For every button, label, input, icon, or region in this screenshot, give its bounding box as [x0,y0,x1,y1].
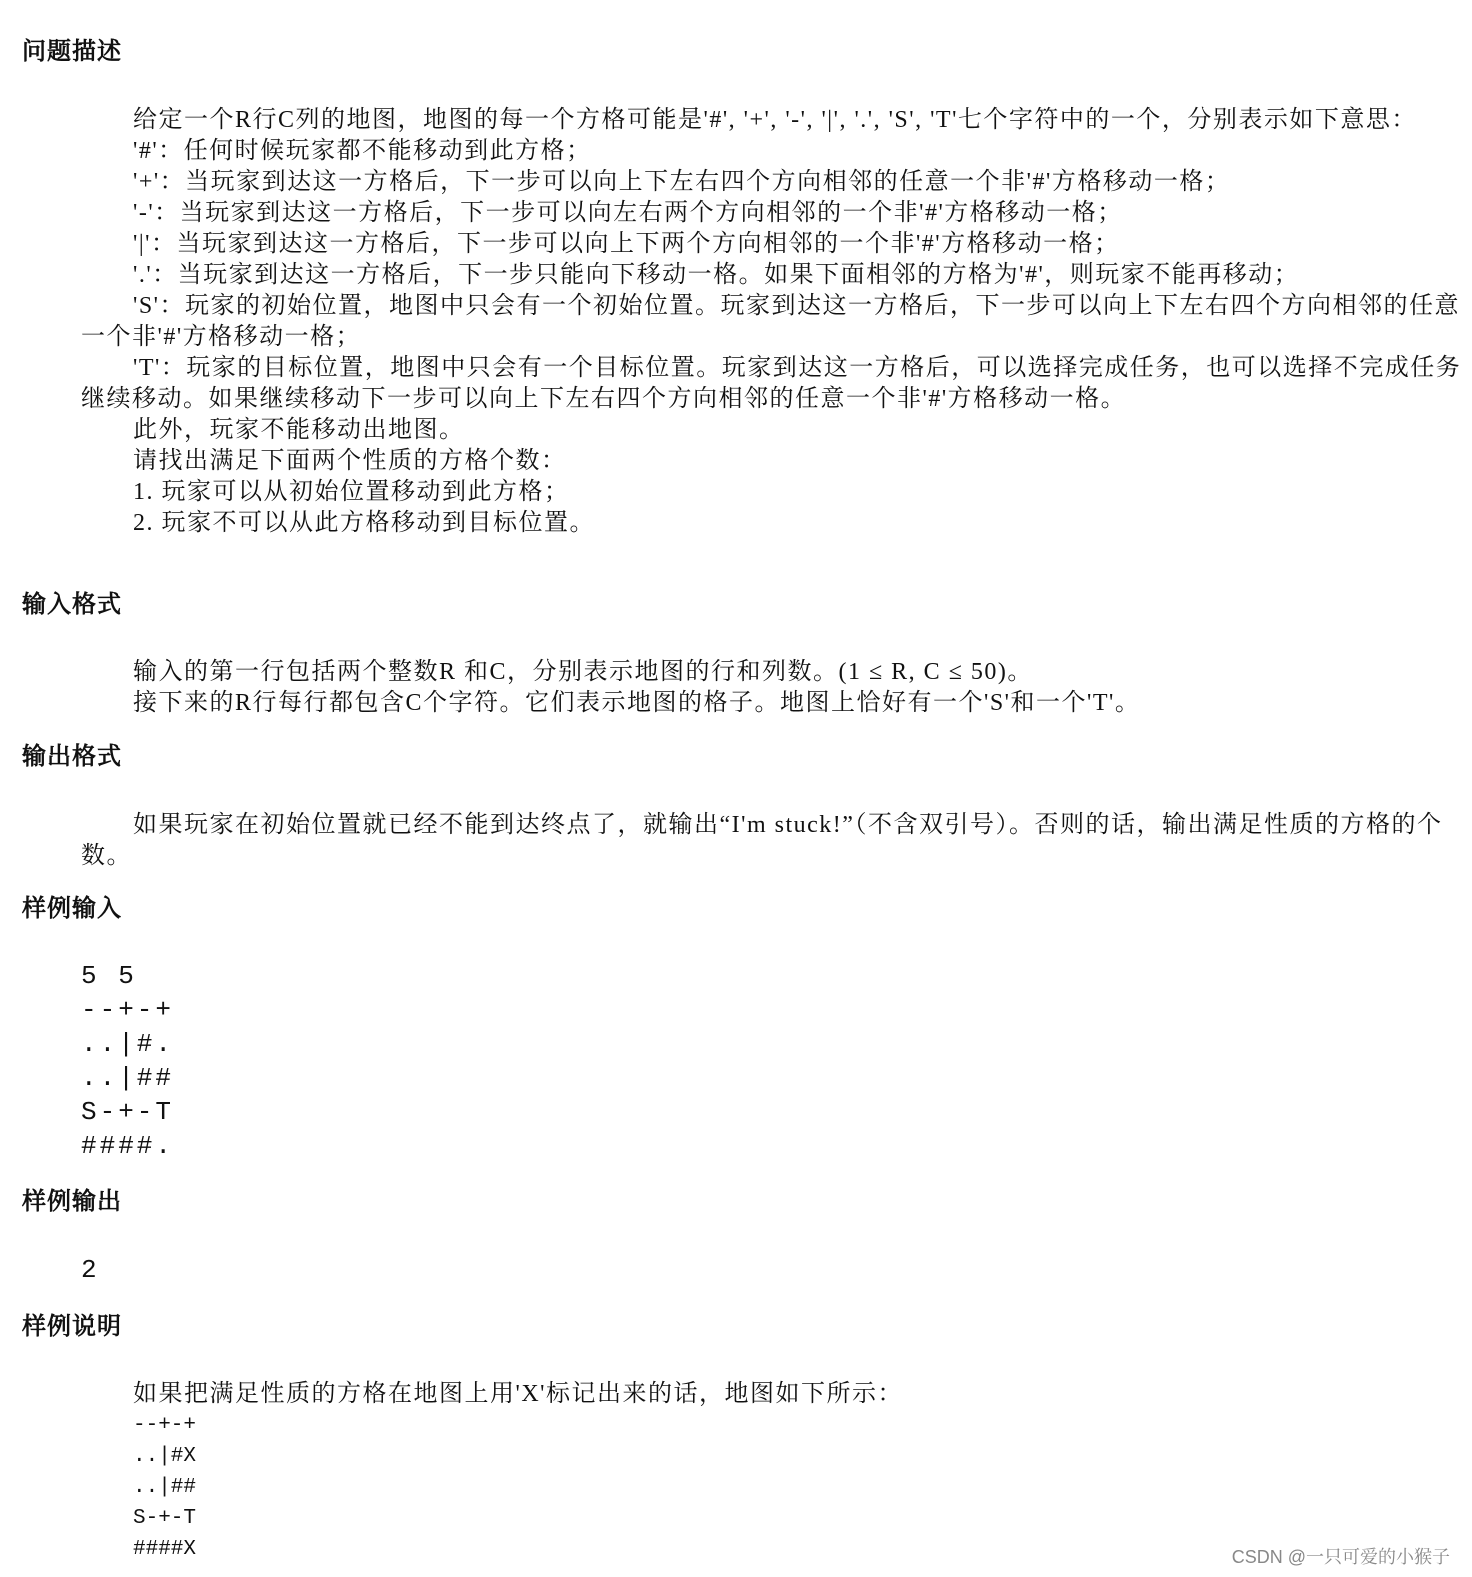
heading-explanation: 样例说明 [22,1313,122,1340]
code-line: ..|#. [81,1029,175,1059]
paragraph: 'T'：玩家的目标位置，地图中只会有一个目标位置。玩家到达这一方格后，可以选择完成任务，也可以选择不完成任务继续移动。如果继续移动下一步可以向上下左右四个方向相邻的任意一个非'#'方格移动一格。 [81,355,1462,412]
paragraph: '|'：当玩家到达这一方格后，下一步可以向上下两个方向相邻的一个非'#'方格移动一格； [133,231,1120,257]
paragraph: 此外，玩家不能移动出地图。 [133,417,465,443]
code-line: ####. [81,1131,175,1161]
paragraph: 输入的第一行包括两个整数R 和C，分别表示地图的行和列数。(1 ≤ R, C ≤ 50)。 [133,659,1033,685]
paragraph: 'S'：玩家的初始位置，地图中只会有一个初始位置。玩家到达这一方格后，下一步可以向上下左右四个方向相邻的任意一个非'#'方格移动一格； [81,293,1460,350]
heading-output: 输出格式 [22,743,122,770]
code-line: ..|## [81,1063,175,1093]
heading-problem: 问题描述 [22,38,122,65]
input-body [81,657,1462,719]
heading-sample-input: 样例输入 [22,895,122,922]
watermark: CSDN @一只可爱的小猴子 [1231,1547,1450,1567]
map-line: ####X [133,1538,197,1561]
paragraph: 给定一个R行C列的地图，地图的每一个方格可能是'#', '+', '-', '|', '.', 'S', 'T'七个字符中的一个，分别表示如下意思： [133,107,1417,133]
paragraph: 2. 玩家不可以从此方格移动到目标位置。 [133,510,595,536]
paragraph: 请找出满足下面两个性质的方格个数： [133,448,567,474]
code-line: 5 5 [81,961,137,991]
paragraph: '+'：当玩家到达这一方格后，下一步可以向上下左右四个方向相邻的任意一个非'#'方格移动一格； [133,169,1231,195]
map-line: ..|## [133,1476,197,1499]
paragraph: 1. 玩家可以从初始位置移动到此方格； [133,479,570,505]
paragraph: '.'：当玩家到达这一方格后，下一步只能向下移动一格。如果下面相邻的方格为'#'，则玩家不能再移动； [133,262,1300,288]
map-line: --+-+ [133,1414,197,1437]
code-line: S-+-T [81,1097,175,1127]
heading-sample-output: 样例输出 [22,1188,122,1215]
sample-input-code [81,959,174,1163]
heading-input: 输入格式 [22,591,122,618]
map-line: S-+-T [133,1507,197,1530]
code-line: --+-+ [81,995,175,1025]
paragraph: 接下来的R行每行都包含C个字符。它们表示地图的格子。地图上恰好有一个'S'和一个'T'。 [133,690,1141,716]
map-line: ..|#X [133,1445,197,1468]
paragraph: 如果玩家在初始位置就已经不能到达终点了，就输出“I'm stuck!”（不含双引号）。否则的话，输出满足性质的方格的个数。 [81,812,1443,869]
paragraph: '#'：任何时候玩家都不能移动到此方格； [133,138,592,164]
problem-body [81,105,1462,539]
output-body [81,810,1462,872]
paragraph: '-'：当玩家到达这一方格后，下一步可以向左右两个方向相邻的一个非'#'方格移动一格； [133,200,1123,226]
paragraph: 如果把满足性质的方格在地图上用'X'标记出来的话，地图如下所示： [133,1381,903,1407]
sample-output-code: 2 [81,1255,100,1285]
explanation-body [81,1379,1462,1565]
